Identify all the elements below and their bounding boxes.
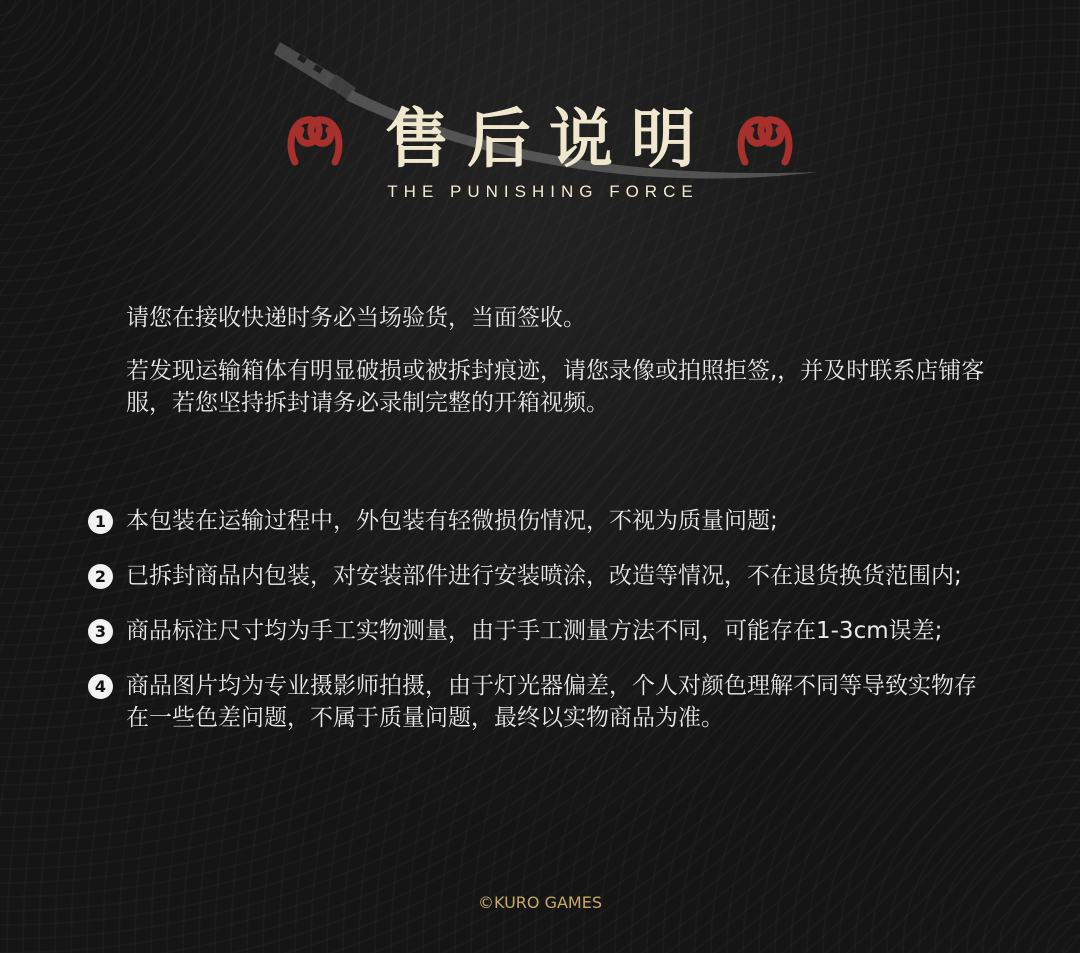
intro-section [126, 302, 986, 440]
list-item-text: 商品标注尺寸均为手工实物测量，由于手工测量方法不同，可能存在1-3cm误差; [126, 618, 943, 644]
list-item [88, 670, 988, 734]
number-badge: 4 [88, 674, 113, 699]
number-badge: 1 [88, 509, 113, 534]
intro-paragraph-2: 若发现运输箱体有明显破损或被拆封痕迹，请您录像或拍照拒签,，并及时联系店铺客服，若您坚持拆封请务必录制完整的开箱视频。 [126, 358, 985, 416]
number-badge: 3 [88, 619, 113, 644]
list-item-text: 已拆封商品内包装，对安装部件进行安装喷涂，改造等情况，不在退货换货范围内; [126, 563, 962, 589]
red-knot-icon [285, 110, 345, 170]
title-row [0, 100, 1080, 180]
list-item [88, 560, 988, 592]
page-title: 售后说明 [385, 102, 713, 177]
number-badge: 2 [88, 564, 113, 589]
list-item-text: 商品图片均为专业摄影师拍摄，由于灯光器偏差，个人对颜色理解不同等导致实物存在一些色差问题，不属于质量问题，最终以实物商品为准。 [126, 673, 977, 731]
intro-paragraph-1: 请您在接收快递时务必当场验货，当面签收。 [126, 305, 586, 331]
notice-list [88, 505, 988, 757]
list-item [88, 505, 988, 537]
page-subtitle: THE PUNISHING FORCE [387, 182, 699, 201]
list-item [88, 615, 988, 647]
copyright-footer: ©KURO GAMES [478, 893, 602, 912]
header [0, 100, 1080, 202]
list-item-text: 本包装在运输过程中，外包装有轻微损伤情况，不视为质量问题; [126, 508, 778, 534]
red-knot-icon [735, 110, 795, 170]
